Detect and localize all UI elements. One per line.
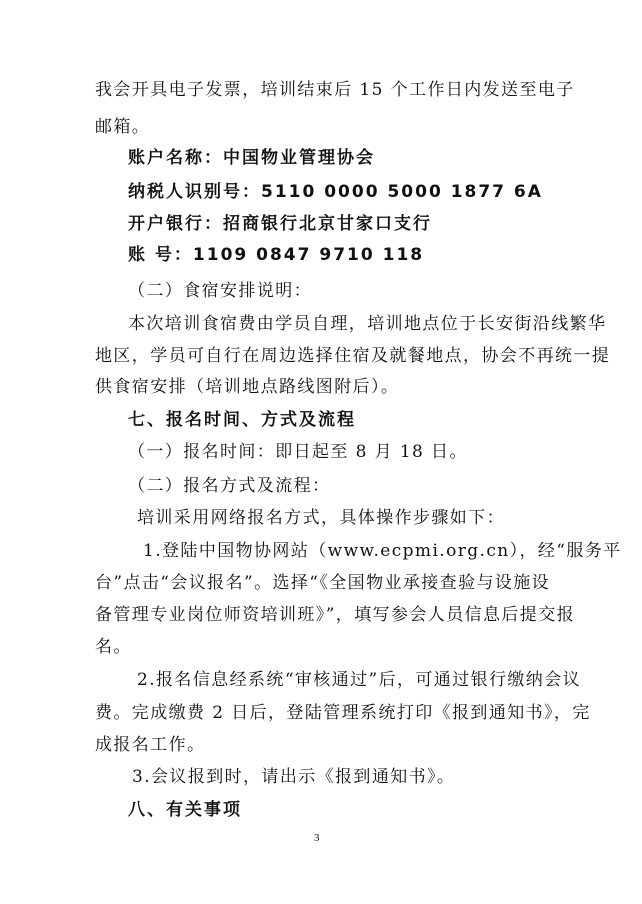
lodging-text-line-1: 本次培训食宿费由学员自理，培训地点位于长安街沿线繁华 (128, 314, 607, 334)
step-2-line-2: 费。完成缴费 2 日后，登陆管理系统打印《报到通知书》，完 (95, 703, 591, 723)
step-3: 3.会议报到时，请出示《报到通知书》。 (132, 767, 456, 787)
registration-intro: 培训采用网络报名方式，具体操作步骤如下： (137, 508, 505, 528)
account-name: 账户名称：中国物业管理协会 (128, 148, 375, 168)
page-number: 3 (314, 832, 320, 844)
step-2-line-1: 2.报名信息经系统“审核通过”后，可通过银行缴纳会议 (137, 670, 582, 690)
step-1-line-4: 名。 (95, 637, 132, 657)
step-1-line-3: 备管理专业岗位师资培训班》”，填写参会人员信息后提交报 (95, 605, 575, 625)
registration-time: （一）报名时间：即日起至 8 月 18 日。 (128, 442, 468, 462)
registration-method-heading: （二）报名方式及流程： (128, 476, 331, 496)
account-number: 账 号：1109 0847 9710 118 (128, 245, 425, 265)
invoice-text-line-2: 邮箱。 (95, 117, 151, 137)
section-7-heading: 七、报名时间、方式及流程 (128, 410, 356, 430)
lodging-text-line-2: 地区，学员可自行在周边选择住宿及就餐地点，协会不再统一提 (95, 346, 611, 366)
taxpayer-id: 纳税人识别号：5110 0000 5000 1877 6A (128, 182, 543, 202)
lodging-heading: （二）食宿安排说明： (128, 281, 312, 301)
lodging-text-line-3: 供食宿安排（培训地点路线图附后）。 (95, 377, 400, 397)
section-8-heading: 八、有关事项 (128, 800, 242, 820)
step-2-line-3: 成报名工作。 (95, 735, 206, 755)
step-1-line-1: 1.登陆中国物协网站（www.ecpmi.org.cn），经“服务平 (143, 541, 622, 561)
invoice-text-line-1: 我会开具电子发票，培训结束后 15 个工作日内发送至电子 (95, 80, 575, 100)
step-1-line-2: 台”点击“会议报名”。选择“《全国物业承接查验与设施设 (95, 573, 551, 593)
bank-name: 开户银行：招商银行北京甘家口支行 (128, 214, 432, 234)
